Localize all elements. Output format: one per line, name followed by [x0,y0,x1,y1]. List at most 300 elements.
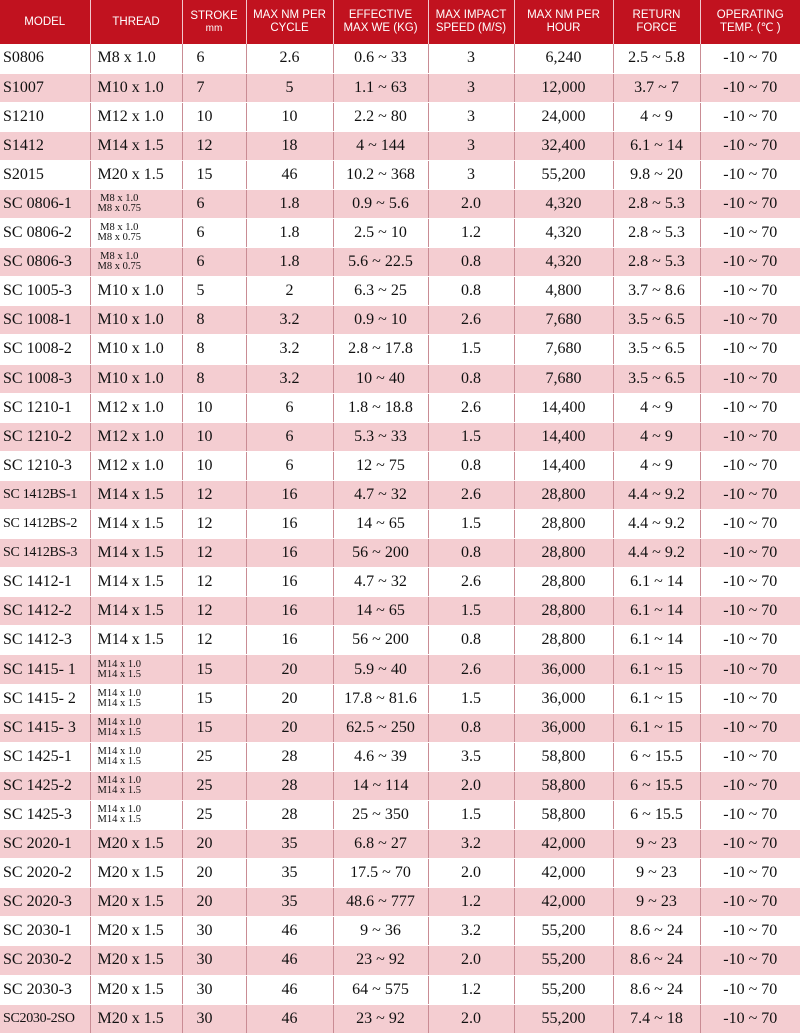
operating-temp-cell: -10 ~ 70 [700,771,800,800]
thread-cell [90,219,182,248]
model-cell: SC2030-2SO [0,1004,90,1033]
impact-speed-cell: 0.8 [428,364,514,393]
impact-speed-cell: 0.8 [428,277,514,306]
max-nm-hour-cell: 55,200 [514,1004,613,1033]
thread-line: M14 x 1.0 [97,774,141,786]
table-row [0,771,800,800]
header-max-nm-cycle-line2: CYCLE [270,22,309,34]
effective-max-we-cell: 4.6 ~ 39 [333,742,428,771]
model-cell: SC 0806-3 [0,248,90,277]
thread-cell: M10 x 1.0 [90,364,182,393]
model-cell: SC 0806-1 [0,189,90,218]
thread-cell: M20 x 1.5 [90,160,182,189]
thread-line: M14 x 1.5 [97,697,141,709]
operating-temp-cell: -10 ~ 70 [700,277,800,306]
thread-stack [98,689,141,709]
table-row [0,73,800,102]
return-force-cell: 6.1 ~ 15 [613,684,700,713]
return-force-cell: 8.6 ~ 24 [613,975,700,1004]
max-nm-cycle-cell: 35 [246,888,333,917]
effective-max-we-cell: 62.5 ~ 250 [333,713,428,742]
effective-max-we-cell: 5.3 ~ 33 [333,422,428,451]
table-body [0,44,800,1033]
stroke-cell: 12 [182,597,246,626]
thread-cell: M20 x 1.5 [90,917,182,946]
max-nm-cycle-cell: 10 [246,102,333,131]
impact-speed-cell: 2.6 [428,655,514,684]
max-nm-cycle-cell: 46 [246,917,333,946]
thread-cell [90,189,182,218]
effective-max-we-cell: 2.2 ~ 80 [333,102,428,131]
return-force-cell: 6 ~ 15.5 [613,771,700,800]
thread-stack [98,660,141,680]
thread-cell [90,655,182,684]
table-row [0,335,800,364]
operating-temp-cell: -10 ~ 70 [700,393,800,422]
thread-stack [98,718,141,738]
thread-line: M8 x 1.0 [100,222,139,234]
max-nm-cycle-cell: 28 [246,800,333,829]
return-force-cell: 2.8 ~ 5.3 [613,189,700,218]
thread-line: M14 x 1.5 [97,668,141,680]
return-force-cell: 4 ~ 9 [613,102,700,131]
model-cell: SC 1415- 2 [0,684,90,713]
stroke-cell: 10 [182,422,246,451]
thread-cell: M20 x 1.5 [90,830,182,859]
return-force-cell: 4.4 ~ 9.2 [613,510,700,539]
model-cell: SC 1415- 3 [0,713,90,742]
effective-max-we-cell: 4 ~ 144 [333,131,428,160]
model-cell: SC 1415- 1 [0,655,90,684]
stroke-cell: 10 [182,393,246,422]
thread-cell [90,684,182,713]
thread-line: M14 x 1.0 [97,803,141,815]
return-force-cell: 4 ~ 9 [613,393,700,422]
operating-temp-cell: -10 ~ 70 [700,510,800,539]
model-cell: SC 1425-1 [0,742,90,771]
table-row [0,219,800,248]
impact-speed-cell: 1.5 [428,597,514,626]
effective-max-we-cell: 56 ~ 200 [333,626,428,655]
impact-speed-cell: 3 [428,160,514,189]
max-nm-cycle-cell: 16 [246,539,333,568]
model-cell: S1412 [0,131,90,160]
table-row [0,684,800,713]
model-cell: SC 1412BS-2 [0,510,90,539]
thread-line: M14 x 1.5 [97,755,141,767]
max-nm-cycle-cell: 18 [246,131,333,160]
operating-temp-cell: -10 ~ 70 [700,946,800,975]
thread-line: M14 x 1.0 [97,745,141,757]
header-return-line2: FORCE [636,22,677,34]
return-force-cell: 9 ~ 23 [613,859,700,888]
model-cell: S2015 [0,160,90,189]
operating-temp-cell: -10 ~ 70 [700,306,800,335]
effective-max-we-cell: 9 ~ 36 [333,917,428,946]
max-nm-cycle-cell: 1.8 [246,219,333,248]
stroke-cell: 15 [182,160,246,189]
thread-cell: M20 x 1.5 [90,888,182,917]
operating-temp-cell: -10 ~ 70 [700,422,800,451]
effective-max-we-cell: 25 ~ 350 [333,800,428,829]
impact-speed-cell: 3 [428,102,514,131]
operating-temp-cell: -10 ~ 70 [700,830,800,859]
effective-max-we-cell: 64 ~ 575 [333,975,428,1004]
impact-speed-cell: 1.5 [428,684,514,713]
stroke-cell: 8 [182,364,246,393]
max-nm-cycle-cell: 1.8 [246,248,333,277]
table-row [0,655,800,684]
max-nm-hour-cell: 42,000 [514,830,613,859]
model-cell: SC 1210-2 [0,422,90,451]
thread-line: M8 x 0.75 [97,261,141,273]
max-nm-cycle-cell: 3.2 [246,364,333,393]
stroke-cell: 6 [182,219,246,248]
max-nm-cycle-cell: 3.2 [246,335,333,364]
stroke-cell: 30 [182,1004,246,1033]
max-nm-hour-cell: 14,400 [514,451,613,480]
effective-max-we-cell: 10 ~ 40 [333,364,428,393]
thread-stack [98,747,141,767]
table-row [0,480,800,509]
stroke-cell: 30 [182,975,246,1004]
header-effective-max-we [333,0,428,44]
return-force-cell: 9 ~ 23 [613,830,700,859]
model-cell: SC 2030-1 [0,917,90,946]
max-nm-hour-cell: 28,800 [514,568,613,597]
effective-max-we-cell: 23 ~ 92 [333,1004,428,1033]
return-force-cell: 3.7 ~ 7 [613,73,700,102]
stroke-cell: 15 [182,655,246,684]
impact-speed-cell: 1.2 [428,888,514,917]
effective-max-we-cell: 6.3 ~ 25 [333,277,428,306]
table-row [0,277,800,306]
stroke-cell: 20 [182,859,246,888]
thread-line: M8 x 0.75 [97,232,141,244]
return-force-cell: 3.7 ~ 8.6 [613,277,700,306]
table-row [0,568,800,597]
max-nm-hour-cell: 55,200 [514,160,613,189]
operating-temp-cell: -10 ~ 70 [700,859,800,888]
max-nm-hour-cell: 55,200 [514,975,613,1004]
return-force-cell: 6 ~ 15.5 [613,800,700,829]
thread-line: M8 x 1.0 [100,251,139,263]
max-nm-cycle-cell: 16 [246,510,333,539]
return-force-cell: 4 ~ 9 [613,451,700,480]
header-operating-temp [700,0,800,44]
effective-max-we-cell: 0.9 ~ 5.6 [333,189,428,218]
return-force-cell: 6.1 ~ 14 [613,626,700,655]
impact-speed-cell: 0.8 [428,626,514,655]
max-nm-cycle-cell: 6 [246,422,333,451]
effective-max-we-cell: 10.2 ~ 368 [333,160,428,189]
effective-max-we-cell: 14 ~ 114 [333,771,428,800]
max-nm-cycle-cell: 46 [246,946,333,975]
header-row [0,0,800,44]
model-cell: S1007 [0,73,90,102]
impact-speed-cell: 2.0 [428,946,514,975]
thread-stack [98,776,141,796]
effective-max-we-cell: 23 ~ 92 [333,946,428,975]
header-stroke-unit: mm [205,23,223,34]
thread-cell: M12 x 1.0 [90,422,182,451]
model-cell: SC 0806-2 [0,219,90,248]
thread-cell: M10 x 1.0 [90,277,182,306]
return-force-cell: 3.5 ~ 6.5 [613,335,700,364]
stroke-cell: 15 [182,684,246,713]
max-nm-hour-cell: 55,200 [514,917,613,946]
table-row [0,946,800,975]
thread-stack [98,805,141,825]
stroke-cell: 5 [182,277,246,306]
thread-stack [98,223,141,243]
operating-temp-cell: -10 ~ 70 [700,888,800,917]
max-nm-hour-cell: 6,240 [514,44,613,73]
operating-temp-cell: -10 ~ 70 [700,713,800,742]
impact-speed-cell: 2.0 [428,859,514,888]
thread-cell: M14 x 1.5 [90,131,182,160]
stroke-cell: 8 [182,306,246,335]
header-model: MODEL [0,0,90,44]
max-nm-hour-cell: 7,680 [514,364,613,393]
stroke-cell: 12 [182,510,246,539]
thread-cell: M20 x 1.5 [90,859,182,888]
thread-cell: M8 x 1.0 [90,44,182,73]
effective-max-we-cell: 1.1 ~ 63 [333,73,428,102]
max-nm-hour-cell: 4,320 [514,248,613,277]
thread-cell: M20 x 1.5 [90,1004,182,1033]
return-force-cell: 9 ~ 23 [613,888,700,917]
max-nm-cycle-cell: 5 [246,73,333,102]
operating-temp-cell: -10 ~ 70 [700,102,800,131]
operating-temp-cell: -10 ~ 70 [700,684,800,713]
max-nm-hour-cell: 7,680 [514,306,613,335]
thread-cell [90,800,182,829]
stroke-cell: 12 [182,539,246,568]
impact-speed-cell: 2.0 [428,771,514,800]
max-nm-cycle-cell: 20 [246,713,333,742]
thread-cell [90,713,182,742]
table-row [0,742,800,771]
return-force-cell: 4.4 ~ 9.2 [613,480,700,509]
stroke-cell: 20 [182,888,246,917]
impact-speed-cell: 3 [428,73,514,102]
thread-line: M14 x 1.5 [97,813,141,825]
operating-temp-cell: -10 ~ 70 [700,975,800,1004]
return-force-cell: 7.4 ~ 18 [613,1004,700,1033]
max-nm-hour-cell: 28,800 [514,539,613,568]
impact-speed-cell: 1.5 [428,800,514,829]
return-force-cell: 6.1 ~ 15 [613,655,700,684]
max-nm-hour-cell: 7,680 [514,335,613,364]
operating-temp-cell: -10 ~ 70 [700,189,800,218]
impact-speed-cell: 2.0 [428,189,514,218]
max-nm-cycle-cell: 1.8 [246,189,333,218]
return-force-cell: 2.8 ~ 5.3 [613,219,700,248]
model-cell: SC 1412-3 [0,626,90,655]
effective-max-we-cell: 12 ~ 75 [333,451,428,480]
model-cell: SC 1412BS-3 [0,539,90,568]
return-force-cell: 8.6 ~ 24 [613,917,700,946]
max-nm-hour-cell: 36,000 [514,684,613,713]
table-row [0,248,800,277]
impact-speed-cell: 0.8 [428,539,514,568]
impact-speed-cell: 2.6 [428,393,514,422]
return-force-cell: 6.1 ~ 14 [613,568,700,597]
operating-temp-cell: -10 ~ 70 [700,568,800,597]
model-cell: SC 1008-1 [0,306,90,335]
header-stroke-label: STROKE [190,10,238,22]
max-nm-hour-cell: 58,800 [514,800,613,829]
model-cell: SC 2030-3 [0,975,90,1004]
effective-max-we-cell: 1.8 ~ 18.8 [333,393,428,422]
model-cell: SC 1425-2 [0,771,90,800]
max-nm-hour-cell: 4,320 [514,189,613,218]
operating-temp-cell: -10 ~ 70 [700,539,800,568]
table-row [0,800,800,829]
thread-cell: M10 x 1.0 [90,73,182,102]
max-nm-hour-cell: 24,000 [514,102,613,131]
table-header [0,0,800,44]
thread-cell: M12 x 1.0 [90,102,182,131]
table-row [0,713,800,742]
max-nm-cycle-cell: 16 [246,597,333,626]
header-max-nm-hour-line1: MAX NM PER [527,9,600,21]
impact-speed-cell: 1.5 [428,335,514,364]
stroke-cell: 12 [182,131,246,160]
max-nm-cycle-cell: 6 [246,393,333,422]
stroke-cell: 30 [182,917,246,946]
stroke-cell: 10 [182,451,246,480]
model-cell: SC 1008-2 [0,335,90,364]
max-nm-cycle-cell: 46 [246,1004,333,1033]
stroke-cell: 25 [182,800,246,829]
thread-cell: M14 x 1.5 [90,597,182,626]
max-nm-hour-cell: 4,320 [514,219,613,248]
thread-cell: M14 x 1.5 [90,568,182,597]
max-nm-cycle-cell: 35 [246,859,333,888]
return-force-cell: 4 ~ 9 [613,422,700,451]
header-max-nm-hour [514,0,613,44]
thread-line: M14 x 1.0 [97,716,141,728]
stroke-cell: 6 [182,189,246,218]
stroke-cell: 25 [182,742,246,771]
thread-cell [90,742,182,771]
impact-speed-cell: 3.5 [428,742,514,771]
model-cell: SC 1425-3 [0,800,90,829]
max-nm-hour-cell: 28,800 [514,597,613,626]
table-row [0,131,800,160]
stroke-cell: 8 [182,335,246,364]
effective-max-we-cell: 17.8 ~ 81.6 [333,684,428,713]
max-nm-hour-cell: 58,800 [514,742,613,771]
effective-max-we-cell: 17.5 ~ 70 [333,859,428,888]
header-max-nm-cycle-line1: MAX NM PER [253,9,326,21]
operating-temp-cell: -10 ~ 70 [700,1004,800,1033]
table-row [0,102,800,131]
stroke-cell: 6 [182,248,246,277]
impact-speed-cell: 0.8 [428,713,514,742]
effective-max-we-cell: 4.7 ~ 32 [333,568,428,597]
max-nm-cycle-cell: 16 [246,568,333,597]
table-row [0,422,800,451]
operating-temp-cell: -10 ~ 70 [700,364,800,393]
return-force-cell: 3.5 ~ 6.5 [613,306,700,335]
impact-speed-cell: 3.2 [428,917,514,946]
max-nm-cycle-cell: 2 [246,277,333,306]
stroke-cell: 12 [182,626,246,655]
impact-speed-cell: 3 [428,131,514,160]
table-row [0,1004,800,1033]
impact-speed-cell: 0.8 [428,248,514,277]
header-impact-line1: MAX IMPACT [435,9,507,21]
table-row [0,393,800,422]
header-effective-line2: MAX WE (KG) [343,22,418,34]
effective-max-we-cell: 2.8 ~ 17.8 [333,335,428,364]
operating-temp-cell: -10 ~ 70 [700,451,800,480]
table-row [0,597,800,626]
stroke-cell: 15 [182,713,246,742]
stroke-cell: 30 [182,946,246,975]
max-nm-cycle-cell: 6 [246,451,333,480]
model-cell: SC 1005-3 [0,277,90,306]
operating-temp-cell: -10 ~ 70 [700,597,800,626]
table-row [0,160,800,189]
model-cell: SC 1210-1 [0,393,90,422]
table-row [0,539,800,568]
table-row [0,917,800,946]
impact-speed-cell: 1.2 [428,219,514,248]
header-max-nm-hour-line2: HOUR [546,22,581,34]
thread-line: M8 x 0.75 [97,203,141,215]
impact-speed-cell: 1.5 [428,422,514,451]
thread-line: M14 x 1.0 [97,687,141,699]
effective-max-we-cell: 5.6 ~ 22.5 [333,248,428,277]
table-row [0,364,800,393]
header-max-impact-speed [428,0,514,44]
table-row [0,830,800,859]
effective-max-we-cell: 0.6 ~ 33 [333,44,428,73]
thread-cell: M12 x 1.0 [90,393,182,422]
thread-line: M14 x 1.5 [97,784,141,796]
max-nm-hour-cell: 36,000 [514,655,613,684]
table-row [0,451,800,480]
operating-temp-cell: -10 ~ 70 [700,219,800,248]
max-nm-hour-cell: 12,000 [514,73,613,102]
max-nm-hour-cell: 4,800 [514,277,613,306]
effective-max-we-cell: 6.8 ~ 27 [333,830,428,859]
effective-max-we-cell: 2.5 ~ 10 [333,219,428,248]
model-cell: S1210 [0,102,90,131]
operating-temp-cell: -10 ~ 70 [700,44,800,73]
max-nm-hour-cell: 28,800 [514,480,613,509]
operating-temp-cell: -10 ~ 70 [700,917,800,946]
table-row [0,626,800,655]
impact-speed-cell: 3 [428,44,514,73]
model-cell: SC 1412BS-1 [0,480,90,509]
max-nm-hour-cell: 14,400 [514,393,613,422]
stroke-cell: 7 [182,73,246,102]
return-force-cell: 4.4 ~ 9.2 [613,539,700,568]
impact-speed-cell: 1.5 [428,510,514,539]
model-cell: SC 1008-3 [0,364,90,393]
header-return-force [613,0,700,44]
effective-max-we-cell: 14 ~ 65 [333,597,428,626]
max-nm-hour-cell: 28,800 [514,510,613,539]
header-max-nm-cycle [246,0,333,44]
table-row [0,975,800,1004]
operating-temp-cell: -10 ~ 70 [700,742,800,771]
